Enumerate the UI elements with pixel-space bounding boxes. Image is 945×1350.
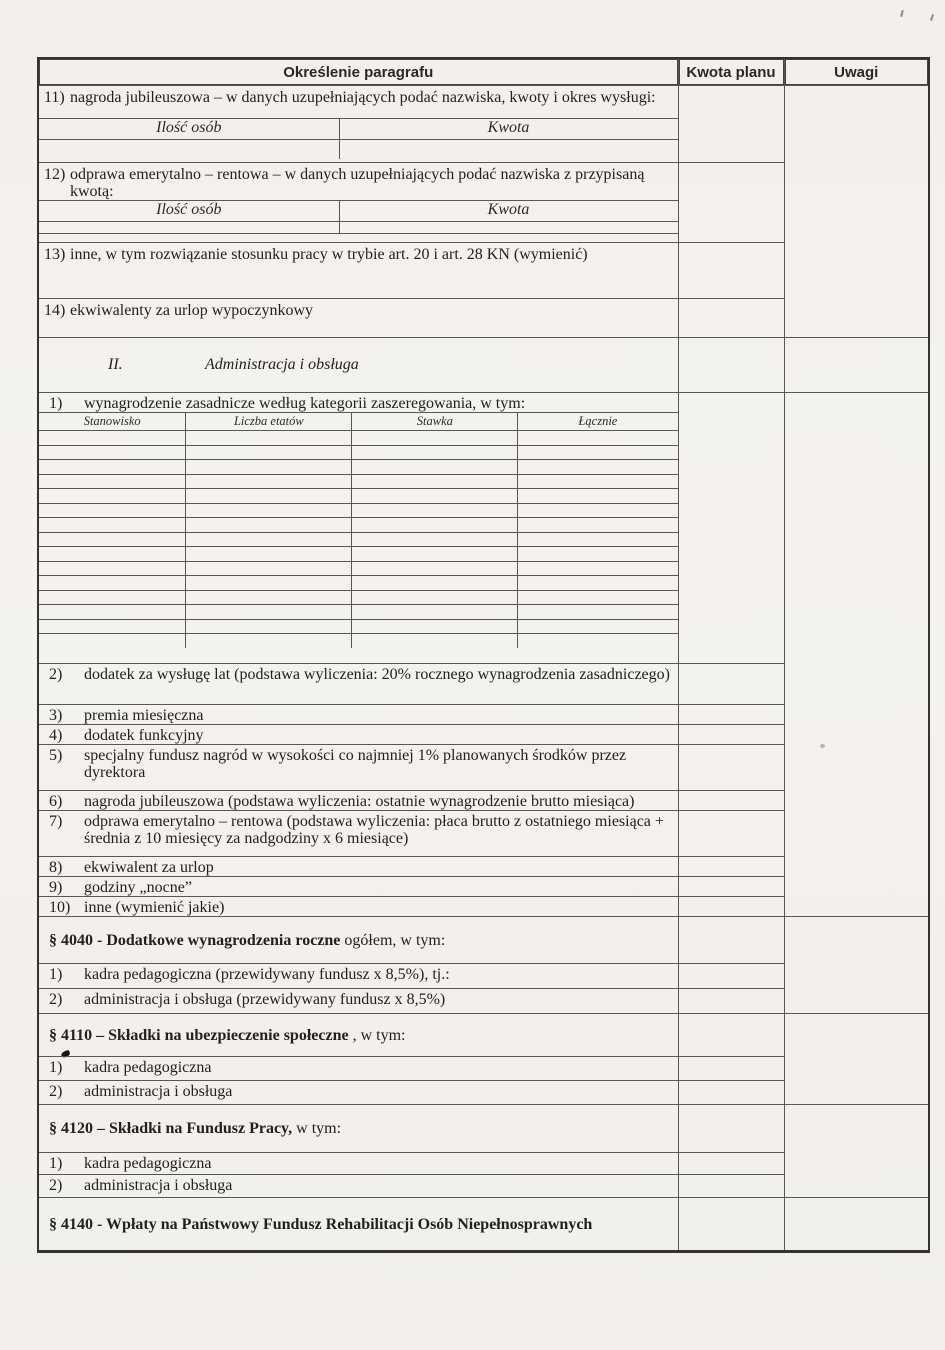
- subcol-amount-label: Kwota: [339, 119, 677, 140]
- position-grid-cell: [518, 590, 678, 605]
- position-grid-cell: [352, 576, 518, 591]
- position-grid-cell: [352, 561, 518, 576]
- grid-header-rate: Stawka: [352, 413, 518, 431]
- position-grid-empty-row: [39, 619, 678, 634]
- position-grid-cell: [352, 518, 518, 533]
- paragraph-cell: [38, 1198, 678, 1252]
- position-grid-cell: [186, 474, 352, 489]
- empty-fill-cell: [339, 140, 677, 160]
- paragraph-cell: [38, 917, 678, 964]
- plan-amount-cell: [678, 964, 784, 989]
- position-grid-cell: [352, 590, 518, 605]
- section-title: Administracja i obsługa: [205, 356, 359, 373]
- subcol-persons-label: Ilość osób: [39, 119, 339, 140]
- plan-amount-cell: [678, 393, 784, 664]
- plan-amount-cell: [678, 1057, 784, 1081]
- position-grid-cell: [186, 460, 352, 475]
- item-number: 2): [49, 1177, 63, 1194]
- row-1-base-salary-grid: [38, 393, 929, 664]
- paragraph-cell: [38, 964, 678, 989]
- paragraph-cell: [38, 857, 678, 877]
- paragraph-cell: [38, 1105, 678, 1153]
- position-grid-cell: [518, 503, 678, 518]
- plan-amount-cell: [678, 338, 784, 393]
- item-text: kadra pedagogiczna: [84, 1059, 212, 1076]
- position-grid-empty-row: [39, 518, 678, 533]
- table-header-row: [38, 58, 929, 86]
- item-number: 8): [49, 859, 63, 876]
- plan-amount-cell: [678, 705, 784, 725]
- item-text: dodatek funkcyjny: [84, 727, 204, 744]
- remarks-cell: [784, 1198, 929, 1252]
- grid-header-fte: Liczba etatów: [186, 413, 352, 431]
- row-text-cell: [39, 86, 678, 119]
- subcol-persons-label: Ilość osób: [39, 201, 339, 222]
- position-grid-cell: [186, 634, 352, 648]
- item-number: 4): [49, 727, 63, 744]
- remarks-cell: [784, 1105, 929, 1198]
- item-number: 2): [49, 991, 63, 1008]
- paragraph-cell: [38, 811, 678, 857]
- position-grid-cell: [39, 590, 186, 605]
- item-text: premia miesięczna: [84, 707, 204, 724]
- item-text: nagroda jubileuszowa (podstawa wyliczenia: ostatnie wynagrodzenie brutto miesiąca): [84, 793, 635, 810]
- paragraph-cell: [38, 1153, 678, 1175]
- position-grid-cell: [39, 547, 186, 562]
- empty-fill-cell: [39, 222, 339, 234]
- position-grid-cell: [186, 431, 352, 446]
- item-text: inne (wymienić jakie): [84, 899, 225, 916]
- subcol-amount-label: Kwota: [339, 201, 677, 222]
- item-text: ekwiwalent za urlop: [84, 859, 214, 876]
- position-grid-cell: [39, 460, 186, 475]
- item-text: nagroda jubileuszowa – w danych uzupełniających podać nazwiska, kwoty i okres wysługi:: [70, 89, 656, 106]
- plan-amount-cell: [678, 299, 784, 338]
- position-grid-cell: [39, 532, 186, 547]
- plan-amount-cell: [678, 163, 784, 243]
- paragraph-cell: [38, 393, 678, 664]
- remarks-cell: [784, 86, 929, 338]
- position-grid-cell: [352, 503, 518, 518]
- paragraph-cell: [38, 86, 678, 163]
- paragraph-cell: [38, 1057, 678, 1081]
- position-grid-cell: [518, 547, 678, 562]
- remarks-cell: [784, 393, 929, 917]
- item-number: 7): [49, 813, 63, 830]
- plan-amount-cell: [678, 917, 784, 964]
- plan-amount-cell: [678, 1014, 784, 1057]
- item-text: godziny „nocne”: [84, 879, 192, 896]
- paragraph-title-bold: § 4120 – Składki na Fundusz Pracy,: [49, 1120, 293, 1137]
- paragraph-4040-row: [38, 917, 929, 964]
- plan-amount-cell: [678, 897, 784, 917]
- item-number: 5): [49, 747, 63, 764]
- item-number: 2): [49, 666, 63, 683]
- header-cell-remarks: [784, 58, 929, 86]
- item-text: administracja i obsługa (przewidywany fundusz x 8,5%): [84, 991, 446, 1008]
- position-grid-cell: [39, 634, 186, 648]
- position-grid-cell: [39, 605, 186, 620]
- position-grid-empty-row: [39, 561, 678, 576]
- section-heading-cell: [38, 338, 678, 393]
- paragraph-cell: [38, 705, 678, 725]
- plan-amount-cell: [678, 1081, 784, 1105]
- position-grid-rows: [39, 393, 678, 648]
- position-grid-empty-row: [39, 503, 678, 518]
- item-text: wynagrodzenie zasadnicze według kategorii zaszeregowania, w tym:: [84, 395, 526, 412]
- item-number: 1): [49, 395, 63, 412]
- item-text: kadra pedagogiczna (przewidywany fundusz x 8,5%), tj.:: [84, 966, 450, 983]
- item-text: administracja i obsługa: [84, 1177, 233, 1194]
- position-grid-cell: [352, 489, 518, 504]
- item-number: 2): [49, 1083, 63, 1100]
- paragraph-cell: [38, 163, 678, 243]
- position-grid-cell: [352, 532, 518, 547]
- remarks-cell: [784, 338, 929, 393]
- plan-amount-cell: [678, 86, 784, 163]
- position-grid-cell: [518, 474, 678, 489]
- position-grid-cell: [518, 561, 678, 576]
- item-number: 10): [49, 899, 71, 916]
- position-grid-cell: [518, 445, 678, 460]
- section-numeral: II.: [108, 356, 123, 373]
- header-label: Kwota planu: [679, 59, 784, 85]
- position-grid-cell: [352, 460, 518, 475]
- paragraph-cell: [38, 664, 678, 705]
- position-grid-cell: [186, 605, 352, 620]
- position-grid-cell: [39, 489, 186, 504]
- remarks-cell: [784, 1014, 929, 1105]
- paragraph-title-bold: § 4110 – Składki na ubezpieczenie społeczne: [49, 1026, 349, 1044]
- position-grid-cell: [186, 532, 352, 547]
- item-number: 6): [49, 793, 63, 810]
- header-cell-paragraph: [38, 58, 678, 86]
- paragraph-cell: [38, 243, 678, 299]
- item-text: odprawa emerytalno – rentowa – w danych uzupełniających podać nazwiska z przypisaną kwotą:: [70, 166, 645, 200]
- item-text: administracja i obsługa: [84, 1083, 233, 1100]
- item-text: kadra pedagogiczna: [84, 1155, 212, 1172]
- plan-amount-cell: [678, 1198, 784, 1252]
- position-grid-cell: [186, 547, 352, 562]
- budget-form-table: [37, 57, 930, 1253]
- paragraph-cell: [38, 791, 678, 811]
- item-number: 11): [44, 89, 65, 106]
- remarks-cell: [784, 917, 929, 1014]
- position-grid-cell: [186, 576, 352, 591]
- paragraph-4140-row: [38, 1198, 929, 1252]
- empty-fill-cell: [339, 222, 677, 234]
- grid-header-total: Łącznie: [518, 413, 678, 431]
- position-grid-empty-row: [39, 460, 678, 475]
- paragraph-cell: [38, 1014, 678, 1057]
- position-grid-cell: [518, 431, 678, 446]
- header-label: Określenie paragrafu: [39, 59, 678, 85]
- paragraph-cell: [38, 989, 678, 1014]
- plan-amount-cell: [678, 857, 784, 877]
- plan-amount-cell: [678, 664, 784, 705]
- paragraph-cell: [38, 1175, 678, 1198]
- section-2-heading-row: [38, 338, 929, 393]
- paragraph-4120-row: [38, 1105, 929, 1153]
- item-number: 14): [44, 302, 66, 319]
- item-number: 1): [49, 966, 63, 983]
- empty-gap-cell: [39, 234, 678, 243]
- item-text: odprawa emerytalno – rentowa (podstawa wyliczenia: płaca brutto z ostatniego miesiąca + średnia z 10 miesięcy za nadgodziny x 6 miesiące): [84, 813, 664, 847]
- position-grid-cell: [518, 532, 678, 547]
- position-grid-empty-row: [39, 634, 678, 648]
- empty-fill-cell: [39, 140, 339, 160]
- position-grid-cell: [518, 460, 678, 475]
- position-grid-cell: [518, 489, 678, 504]
- position-grid-cell: [186, 518, 352, 533]
- plan-amount-cell: [678, 725, 784, 745]
- position-grid-cell: [352, 605, 518, 620]
- scan-artifact-tick: [900, 10, 904, 17]
- position-grid-cell: [39, 619, 186, 634]
- plan-amount-cell: [678, 745, 784, 791]
- item-text: dodatek za wysługę lat (podstawa wyliczenia: 20% rocznego wynagrodzenia zasadniczego): [84, 666, 670, 683]
- plan-amount-cell: [678, 1153, 784, 1175]
- position-grid-cell: [39, 474, 186, 489]
- position-grid-cell: [518, 576, 678, 591]
- position-grid-cell: [186, 445, 352, 460]
- position-grid-empty-row: [39, 590, 678, 605]
- paragraph-title-rest: ogółem, w tym:: [340, 931, 446, 949]
- item-number: 3): [49, 707, 63, 724]
- plan-amount-cell: [678, 243, 784, 299]
- paragraph-title-rest: w tym:: [292, 1120, 342, 1137]
- item-text: specjalny fundusz nagród w wysokości co najmniej 1% planowanych środków przez dyrektora: [84, 747, 627, 781]
- grid-header-position: Stanowisko: [39, 413, 186, 431]
- header-label: Uwagi: [785, 59, 929, 85]
- position-grid-cell: [39, 576, 186, 591]
- position-grid-cell: [39, 445, 186, 460]
- item-text: inne, w tym rozwiązanie stosunku pracy w trybie art. 20 i art. 28 KN (wymienić): [70, 246, 588, 263]
- position-grid-cell: [186, 503, 352, 518]
- item-number: 1): [49, 1059, 63, 1076]
- paragraph-title-rest: , w tym:: [348, 1026, 406, 1044]
- item-number: 12): [44, 166, 66, 183]
- paragraph-cell: [38, 1081, 678, 1105]
- item-number: 1): [49, 1155, 63, 1172]
- item-text: ekwiwalenty za urlop wypoczynkowy: [70, 302, 314, 319]
- position-grid-empty-row: [39, 605, 678, 620]
- position-grid-cell: [352, 445, 518, 460]
- position-grid-empty-row: [39, 431, 678, 446]
- position-grid-cell: [352, 431, 518, 446]
- row-text-cell: [39, 393, 678, 413]
- paragraph-cell: [38, 299, 678, 338]
- plan-amount-cell: [678, 791, 784, 811]
- position-grid-cell: [518, 634, 678, 648]
- position-grid-empty-row: [39, 532, 678, 547]
- header-cell-plan-amount: [678, 58, 784, 86]
- position-grid-cell: [186, 489, 352, 504]
- plan-amount-cell: [678, 877, 784, 897]
- position-grid-empty-row: [39, 474, 678, 489]
- plan-amount-cell: [678, 989, 784, 1014]
- row-11-jubilee-award: [38, 86, 929, 163]
- row-11-subtable: [39, 86, 678, 159]
- position-grid-empty-row: [39, 547, 678, 562]
- position-grid-empty-row: [39, 489, 678, 504]
- position-grid-cell: [352, 619, 518, 634]
- position-grid-cell: [186, 561, 352, 576]
- position-grid-cell: [518, 518, 678, 533]
- paragraph-cell: [38, 725, 678, 745]
- paragraph-cell: [38, 745, 678, 791]
- paragraph-4110-row: [38, 1014, 929, 1057]
- position-grid-cell: [39, 518, 186, 533]
- position-grid-cell: [352, 634, 518, 648]
- plan-amount-cell: [678, 811, 784, 857]
- plan-amount-cell: [678, 1175, 784, 1198]
- position-grid-empty-row: [39, 576, 678, 591]
- position-grid-empty-row: [39, 445, 678, 460]
- position-grid: [39, 393, 678, 648]
- paragraph-cell: [38, 897, 678, 917]
- item-number: 13): [44, 246, 66, 263]
- row-12-subtable: [39, 163, 678, 242]
- position-grid-cell: [518, 605, 678, 620]
- scan-artifact-tick: [930, 14, 934, 21]
- position-grid-cell: [186, 590, 352, 605]
- item-number: 9): [49, 879, 63, 896]
- position-grid-cell: [352, 474, 518, 489]
- position-grid-cell: [39, 561, 186, 576]
- position-grid-cell: [352, 547, 518, 562]
- position-grid-cell: [518, 619, 678, 634]
- paragraph-title-bold: § 4140 - Wpłaty na Państwowy Fundusz Rehabilitacji Osób Niepełnosprawnych: [49, 1215, 593, 1233]
- position-grid-cell: [39, 431, 186, 446]
- paragraph-title-bold: § 4040 - Dodatkowe wynagrodzenia roczne: [49, 931, 341, 949]
- row-text-cell: [39, 163, 678, 201]
- paragraph-cell: [38, 877, 678, 897]
- position-grid-cell: [39, 503, 186, 518]
- plan-amount-cell: [678, 1105, 784, 1153]
- position-grid-cell: [186, 619, 352, 634]
